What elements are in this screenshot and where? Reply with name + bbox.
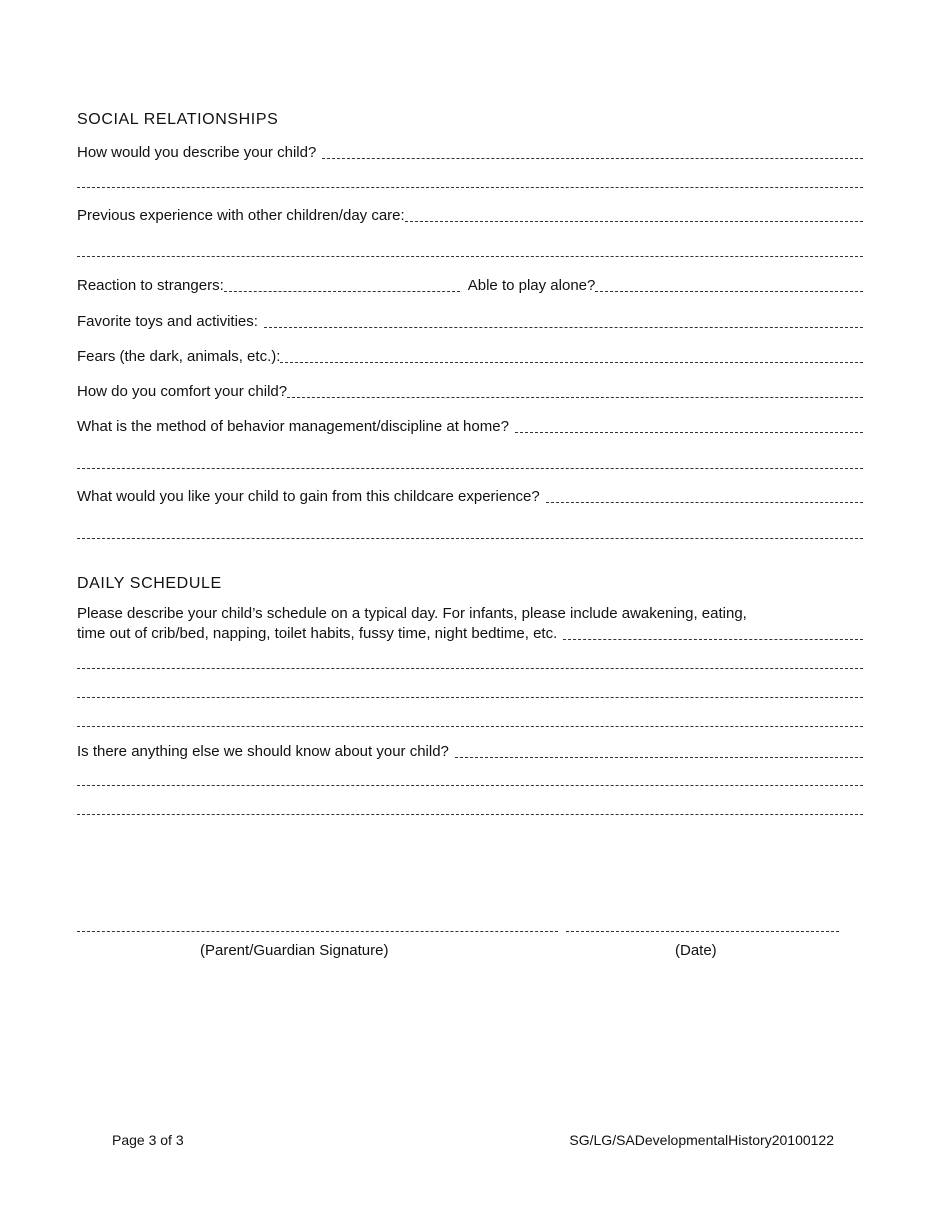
previous-experience-field[interactable] [405,221,863,222]
favorite-toys-field[interactable] [264,327,863,328]
schedule-line-2: time out of crib/bed, napping, toilet habits, fussy time, night bedtime, etc. [77,625,558,642]
fears-row [77,344,863,366]
schedule-description [77,604,863,644]
comfort-field[interactable] [287,397,863,398]
strangers-play-row [77,273,863,295]
fears-label: Fears (the dark, animals, etc.): [77,348,281,365]
date-field[interactable] [566,931,839,932]
describe-child-row [77,140,863,162]
gain-row [77,484,863,506]
previous-experience-row [77,203,863,225]
play-alone-field[interactable] [595,291,863,292]
strangers-field[interactable] [224,291,460,292]
document-id: SG/LG/SADevelopmentalHistory20100122 [569,1132,834,1148]
favorite-toys-row [77,309,863,331]
discipline-field[interactable] [515,432,863,433]
gain-label: What would you like your child to gain from this childcare experience? [77,488,540,505]
describe-child-field[interactable] [322,158,863,159]
schedule-line-2-row [77,624,863,644]
date-caption: (Date) [675,942,717,959]
schedule-field-line-4[interactable] [77,726,863,727]
signature-caption: (Parent/Guardian Signature) [200,942,389,959]
page-number: Page 3 of 3 [112,1132,184,1148]
schedule-line-1: Please describe your child’s schedule on a typical day. For infants, please include awakening, eating, [77,605,747,622]
previous-experience-field-line-2[interactable] [77,256,863,257]
describe-child-label: How would you describe your child? [77,144,317,161]
anything-else-field-line-2[interactable] [77,785,863,786]
gain-field[interactable] [546,502,863,503]
comfort-label: How do you comfort your child? [77,383,288,400]
anything-else-field-line-3[interactable] [77,814,863,815]
anything-else-label: Is there anything else we should know about your child? [77,743,449,760]
anything-else-field[interactable] [455,757,863,758]
play-alone-label: Able to play alone? [467,277,596,294]
daily-schedule-heading: DAILY SCHEDULE [77,575,222,592]
strangers-label: Reaction to strangers: [77,277,224,294]
discipline-field-line-2[interactable] [77,468,863,469]
discipline-row [77,414,863,436]
gain-field-line-2[interactable] [77,538,863,539]
discipline-label: What is the method of behavior management/discipline at home? [77,418,509,435]
schedule-field[interactable] [563,639,863,640]
anything-else-row [77,739,863,761]
schedule-field-line-3[interactable] [77,697,863,698]
social-relationships-heading: SOCIAL RELATIONSHIPS [77,111,279,128]
favorite-toys-label: Favorite toys and activities: [77,313,258,330]
previous-experience-label: Previous experience with other children/day care: [77,207,405,224]
schedule-field-line-2[interactable] [77,668,863,669]
comfort-row [77,379,863,401]
signature-field[interactable] [77,931,558,932]
fears-field[interactable] [280,362,863,363]
describe-child-field-line-2[interactable] [77,187,863,188]
